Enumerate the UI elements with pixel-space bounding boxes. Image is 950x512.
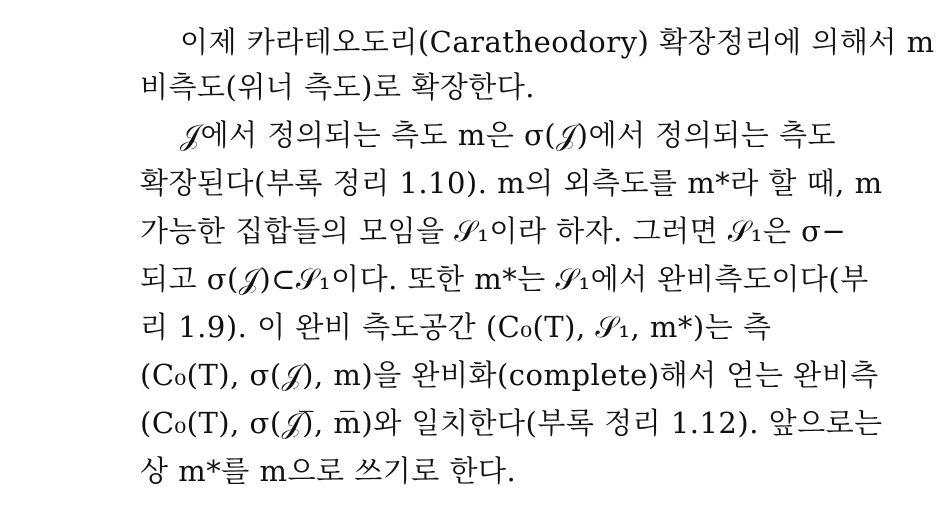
text-line-7: 리 1.9). 이 완비 측도공간 (C₀(T), 𝒮₁, m*)는 측 bbox=[140, 310, 772, 344]
text-line-6: 되고 σ(𝒥)⊂𝒮₁이다. 또한 m*는 𝒮₁에서 완비측도이다(부 bbox=[140, 262, 869, 296]
text-line-9: (C₀(T), σ(𝒥)̅, m̅)와 일치한다(부록 정리 1.12). 앞으로는 bbox=[140, 406, 883, 440]
text-line-1: 이제 카라테오도리(Caratheodory) 확장정리에 의해서 m bbox=[180, 25, 935, 59]
text-line-4: 확장된다(부록 정리 1.10). m의 외측도를 m*라 할 때, m bbox=[140, 166, 883, 200]
text-line-3: 𝒥에서 정의되는 측도 m은 σ(𝒥)에서 정의되는 측도 bbox=[180, 118, 836, 152]
text-line-5: 가능한 집합들의 모임을 𝒮₁이라 하자. 그러면 𝒮₁은 σ− bbox=[140, 214, 847, 248]
text-line-10: 상 m*를 m으로 쓰기로 한다. bbox=[140, 454, 517, 488]
text-line-8: (C₀(T), σ(𝒥), m)을 완비화(complete)해서 얻는 완비측 bbox=[140, 358, 879, 392]
text-line-2: 비측도(위너 측도)로 확장한다. bbox=[140, 70, 535, 104]
